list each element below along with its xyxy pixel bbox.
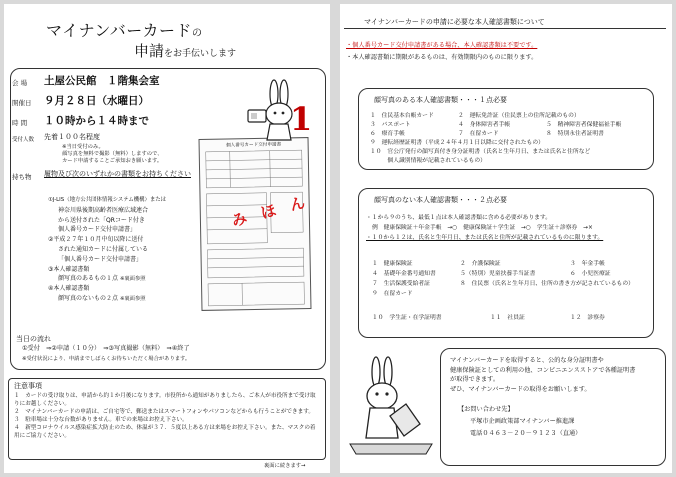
venue-value: 土屋公民館 １階集会室: [44, 75, 160, 87]
notes: ※当日受付のみ。 顔写真を無料で撮影（無料）しますので、 カード申請することご承知おき願います。: [62, 144, 163, 164]
back-title: マイナンバーカードの申請に必要な本人確認書類について: [364, 18, 545, 26]
non-photo-id-title: 顔写真のない本人確認書類・・・２点必要: [374, 196, 507, 204]
mascot-laptop-icon: [346, 354, 436, 464]
non-photo-note-2: ・１０から１２は、氏名と生年月日、または氏名と住所が記載されているものに限ります。: [366, 235, 604, 241]
capacity-label: 受付人数: [12, 137, 35, 143]
caution-title: 注意事項: [14, 382, 42, 390]
caution-list: １ カードの受け取りは、申請から約１か月後になります。市役所から通知がありましたら、ご本人が市役所まで受け取りにお越しください。 ２ マイナンバーカードの申請は、ご自宅等で、郵送またはスマートフォンやパソコンなどからも行うことができます。 ３ 駐車場は十分な台数がありません。車での来場はお控え下さい。 ４ 新型コロナウイルス感染症拡大防止のため、体温が３７．５度以上ある方は来場をお控え下さい。また、マスクの着用にご協力ください。: [14, 393, 316, 440]
capacity-value: 先着１００名程度: [44, 133, 100, 141]
date-label: 開催日: [12, 99, 32, 107]
time-value: １０時から１４時まで: [44, 115, 149, 127]
front-page: [4, 4, 330, 473]
items-list: ①J-LIS（地方公共団体情報システム機構）または 神奈川県後期高齢者医療広域連合 から送付された「QRコード付き 個人番号カード交付申請書」 ②平成２７年１０月中旬以降に送付 された通知カードに付属している 「個人番号カード交付申請書」 ③本人確認書類 顔写真のあるもの１点 ※裏面参照 ④本人確認書類 顔写真のないもの２点 ※裏面参照: [48, 197, 167, 302]
sample-application-form: 個人番号カード交付申請書 み ほ ん: [199, 137, 312, 311]
venue-label: 会 場: [12, 79, 28, 87]
title-line1: マイナンバーカードの: [46, 21, 202, 40]
form-lines-graphic: [200, 146, 311, 314]
contact-department: 平塚市企画政策部マイナンバー推進課: [470, 418, 575, 425]
contact-phone: 電話０４６３－２０－９１２３（直通）: [470, 430, 582, 437]
bullet-valid-period: ・本人確認書類に期限があるものは、有効期限内のものに限ります。: [346, 54, 538, 61]
photo-id-title: 顔写真のある本人確認書類・・・１点必要: [374, 96, 507, 104]
badge-number: 1: [290, 100, 313, 138]
non-photo-example: 例 健康保険証＋年金手帳 →○ 健康保険証＋学生証 →○ 学生証＋診察券 →×: [372, 225, 593, 231]
sample-stamp: み ほ ん: [229, 193, 307, 231]
flow-note: ※受付状況により、申請までしばらくお待ちいただく場合があります。: [22, 356, 191, 362]
items-heading: 履物及び次のいずれかの書類をお持ちください: [44, 170, 191, 178]
back-page: マイナンバーカードの申請に必要な本人確認書類について ・個人番号カード交付申請書がある場合、本人確認書類は不要です。 ・本人確認書類に期限があるものは、有効期限内のものに限ります。 顔写真のある本人確認書類・・・１点必要 １ 住民基本台帳カード ２ 運転免許証（住民票上の住所記載のもの） ３ パスポート ４ 身体障害者手帳 ５ 精神障害者保健福祉手帳 ６ 療育手帳 ７ 在留カード ８ 特別永住者証明書 ９ 運転経歴証明書（平成２４年４月１日以降に交付されたもの） １０ 官公庁発行の顔写真付き身分証明書（氏名と生年月日、または氏名と住所など 個人識別情報が記載されているもの） 顔写真のない本人確認書類・・・２点必要 ・１から９のうち、最低１点は本人確認書類に含める必要があります。 例 健康保険証＋年金手帳 →○ 健康保険証＋学生証 →○ 学生証＋診察券 →× ・１０から１２は、氏名と生年月日、または氏名と住所が記載されているものに限ります。 １ 健康保険証 ２ 介護保険証 ３ 年金手帳 ４ 基礎年金番号通知書 ５（特別）児童扶養手当証書 ６ 小児医療証 ７ 生活保護受給者証 ８ 住民票（氏名と生年月日、住所の書き方が記されているもの） ９ 在留カード １０ 学生証・在学証明書 １１ 社員証 １２ 診察券 マイナンバーカードを取得すると、公的な身分証明書や 健康保険証としての利用の他、コンビニエンスストアで各種証明書 が取得できます。 ぜひ、マイナンバーカードの取得をお願いします。 【お問い合わせ先】 平塚市企画政策部マイナンバー推進課 電話０４６３－２０－９１２３（直通）: [340, 4, 672, 473]
title-line2: 申請をお手伝いします: [134, 42, 237, 60]
title-rule: [344, 28, 666, 29]
time-label: 時 間: [12, 119, 28, 127]
continued-note: 裏面に続きます→: [264, 463, 306, 469]
items-label: 持ち物: [12, 173, 32, 181]
date-value: ９月２８日（水曜日）: [44, 95, 149, 107]
flow-steps: ①受付 ⇒②申請（１０分） ⇒③写真撮影（無料） ⇒④終了: [22, 345, 190, 352]
page-gutter: [330, 0, 340, 477]
flow-label: 当日の流れ: [16, 335, 51, 343]
bullet-no-docs-needed: ・個人番号カード交付申請書がある場合、本人確認書類は不要です。: [346, 42, 538, 49]
message-text: マイナンバーカードを取得すると、公的な身分証明書や 健康保険証としての利用の他、コンビニエンスストアで各種証明書 が取得できます。 ぜひ、マイナンバーカードの取得をお願いします。: [450, 357, 636, 393]
contact-title: 【お問い合わせ先】: [458, 406, 514, 413]
non-photo-note-1: ・１から９のうち、最低１点は本人確認書類に含める必要があります。: [366, 215, 552, 221]
